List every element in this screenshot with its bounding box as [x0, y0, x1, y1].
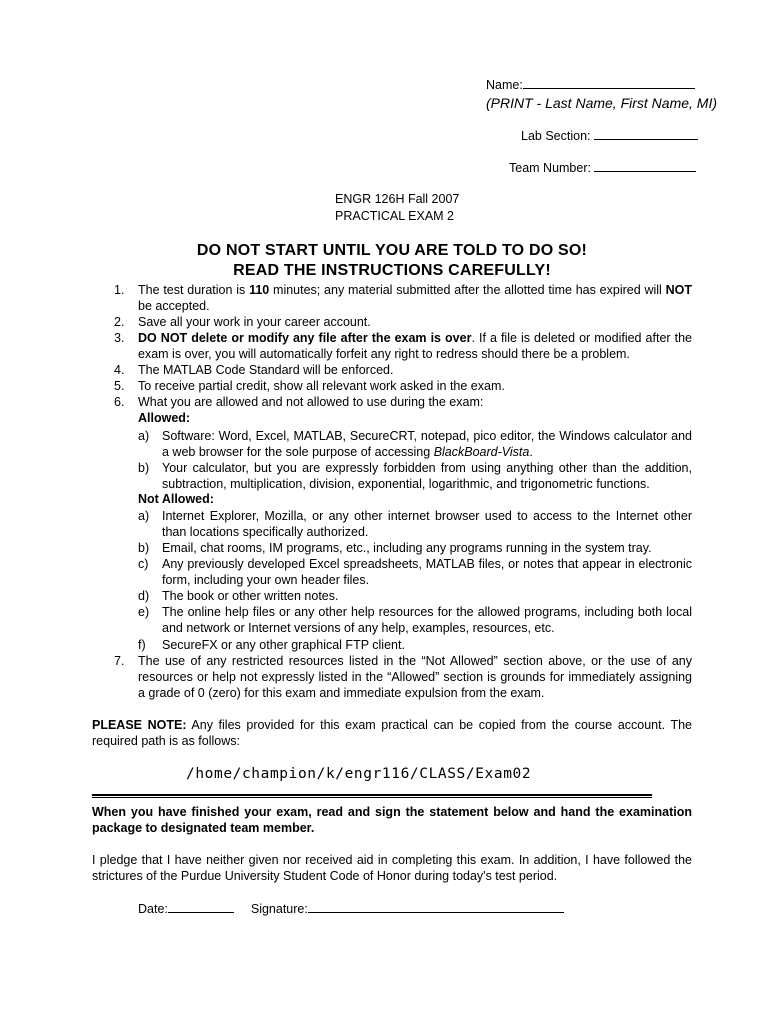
separator-rule	[92, 794, 652, 796]
name-blank[interactable]	[523, 87, 695, 89]
signature-row	[138, 902, 564, 916]
course-title: ENGR 126H Fall 2007	[335, 192, 460, 206]
not-allowed-letter: d)	[138, 589, 150, 603]
not-allowed-text: The book or other written notes.	[162, 589, 339, 603]
not-allowed-letter: e)	[138, 605, 150, 619]
pledge-text: I pledge that I have neither given nor received aid in completing this exam. In addition, I have followed the strictures of the Purdue University Student Code of Honor during today's test period.	[92, 853, 692, 883]
instruction-number: 2.	[114, 315, 125, 329]
signature-blank[interactable]	[308, 911, 564, 913]
banner-line1: DO NOT START UNTIL YOU ARE TOLD TO DO SO!	[196, 242, 588, 259]
finish-text: When you have finished your exam, read and sign the statement below and hand the examination package to designated team member.	[92, 805, 692, 835]
instruction-number: 3.	[114, 331, 125, 345]
not-allowed-text: The online help files or any other help resources for the allowed programs, including both local and network or Internet versions of any help, examples, resources, etc.	[162, 605, 692, 635]
instruction-number: 6.	[114, 395, 125, 409]
allowed-heading: Allowed:	[138, 411, 191, 425]
lab-section-blank[interactable]	[594, 138, 698, 140]
instruction-text: DO NOT delete or modify any file after the exam is over. If a file is deleted or modified after the exam is over, you will automatically forfeit any right to redress should there be a problem.	[138, 331, 692, 361]
instruction-text: The use of any restricted resources listed in the “Not Allowed” section above, or the use of any resources or help not expressly listed in the “Allowed” section is grounds for immediately assigning a grade of 0 (zero) for this exam and immediate expulsion from the exam.	[138, 654, 692, 700]
date-label: Date:	[138, 902, 168, 916]
instruction-number: 1.	[114, 283, 125, 297]
instruction-text: The test duration is 110 minutes; any material submitted after the allotted time has expired will NOT be accepted.	[138, 283, 692, 313]
allowed-letter: a)	[138, 429, 150, 443]
name-label: Name:	[486, 78, 523, 92]
not-allowed-text: Internet Explorer, Mozilla, or any other internet browser used to access to the Internet other than locations specifically authorized.	[162, 509, 692, 539]
not-allowed-letter: c)	[138, 557, 149, 571]
instruction-number: 7.	[114, 654, 125, 668]
instruction-text: The MATLAB Code Standard will be enforced.	[138, 363, 394, 377]
name-hint: (PRINT - Last Name, First Name, MI)	[486, 95, 718, 111]
separator-rule-inner	[92, 797, 652, 798]
instruction-text: What you are allowed and not allowed to use during the exam:	[138, 395, 484, 409]
banner-line2: READ THE INSTRUCTIONS CAREFULLY!	[233, 262, 551, 279]
exam-title: PRACTICAL EXAM 2	[335, 209, 455, 223]
allowed-text: Software: Word, Excel, MATLAB, SecureCRT, notepad, pico editor, the Windows calculator and a web browser for the sole purpose of accessing BlackBoard-Vista.	[162, 429, 692, 459]
lab-section-label: Lab Section:	[521, 129, 591, 143]
not-allowed-text: Email, chat rooms, IM programs, etc., including any programs running in the system tray.	[162, 541, 652, 555]
lab-section-field	[521, 129, 698, 143]
name-field	[486, 78, 695, 92]
course-path: /home/champion/k/engr116/CLASS/Exam02	[186, 766, 532, 782]
signature-label: Signature:	[250, 902, 308, 916]
not-allowed-heading: Not Allowed:	[138, 492, 214, 506]
please-note-text: PLEASE NOTE: Any files provided for this exam practical can be copied from the course account. The required path is as follows:	[92, 718, 692, 748]
not-allowed-letter: b)	[138, 541, 150, 555]
not-allowed-letter: f)	[138, 638, 146, 652]
date-blank[interactable]	[168, 911, 234, 913]
not-allowed-text: SecureFX or any other graphical FTP client.	[162, 638, 405, 652]
instruction-text: To receive partial credit, show all relevant work asked in the exam.	[138, 379, 505, 393]
instruction-number: 5.	[114, 379, 125, 393]
allowed-letter: b)	[138, 461, 150, 475]
instruction-number: 4.	[114, 363, 125, 377]
team-number-label: Team Number:	[509, 161, 591, 175]
team-number-blank[interactable]	[594, 170, 696, 172]
instruction-text: Save all your work in your career account.	[138, 315, 371, 329]
not-allowed-text: Any previously developed Excel spreadsheets, MATLAB files, or notes that appear in electronic form, including your own header files.	[162, 557, 692, 587]
team-number-field	[509, 161, 696, 175]
not-allowed-letter: a)	[138, 509, 150, 523]
allowed-text: Your calculator, but you are expressly forbidden from using anything other than the addition, subtraction, multiplication, division, exponential, logarithmic, and trigonometric functions.	[162, 461, 692, 491]
